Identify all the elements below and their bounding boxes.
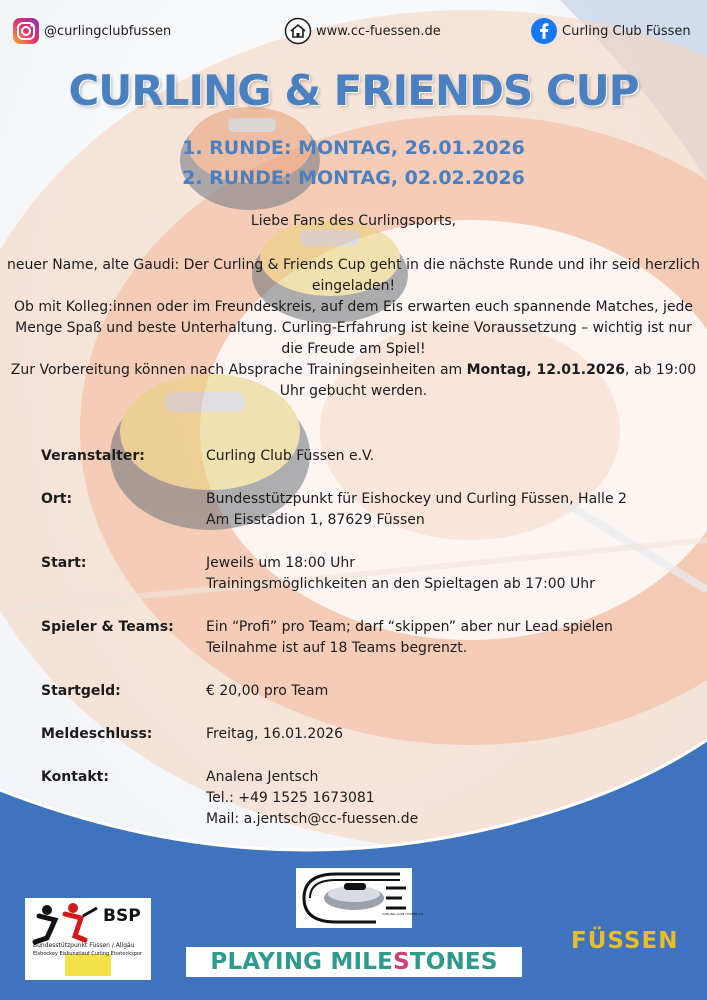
facebook-page[interactable] — [530, 16, 691, 46]
website-label: www.cc-fuessen.de — [316, 23, 441, 39]
instagram-label: @curlingclubfussen — [44, 23, 172, 39]
facebook-label: Curling Club Füssen — [562, 23, 691, 39]
event-title: CURLING & FRIENDS CUP — [68, 66, 639, 115]
milestones-part-2: S — [393, 949, 410, 975]
instagram-handle[interactable] — [12, 16, 171, 46]
milestones-part-1: PLAYING MILE — [210, 949, 394, 975]
location-value — [206, 489, 627, 531]
round-2-date: 2. RUNDE: MONTAG, 02.02.2026 — [182, 167, 525, 189]
players-line-1: Ein “Profi” pro Team; darf “skippen” aber nur Lead spielen — [206, 619, 613, 635]
contact-mail[interactable]: Mail: a.jentsch@cc-fuessen.de — [206, 811, 419, 827]
intro-paragraph-3 — [6, 360, 701, 402]
start-line-2: Trainingsmöglichkeiten an den Spieltagen ab 17:00 Uhr — [206, 576, 595, 592]
bsp-sports: Eishockey Eiskunstlauf Curling Eisstockspor — [33, 951, 142, 957]
organizer-value: Curling Club Füssen e.V. — [206, 448, 375, 464]
training-date: Montag, 12.01.2026 — [466, 362, 626, 378]
fee-label: Startgeld: — [41, 683, 121, 699]
bsp-logo — [25, 898, 151, 980]
fee-value: € 20,00 pro Team — [206, 683, 329, 699]
facebook-icon — [530, 17, 558, 45]
location-line-2: Am Eisstadion 1, 87629 Füssen — [206, 512, 425, 528]
start-value — [206, 553, 595, 595]
milestones-part-3: TONES — [409, 949, 498, 975]
intro-p3-end: , ab 19:00 Uhr gebucht werden. — [279, 362, 697, 399]
organizer-label: Veranstalter: — [41, 448, 145, 464]
fuessen-logo: FÜSSEN — [571, 928, 679, 954]
deadline-value: Freitag, 16.01.2026 — [206, 726, 343, 742]
players-label: Spieler & Teams: — [41, 619, 174, 635]
ccf-logo — [296, 868, 424, 928]
start-label: Start: — [41, 555, 87, 571]
location-label: Ort: — [41, 491, 73, 507]
home-icon — [284, 17, 312, 45]
round-1-date: 1. RUNDE: MONTAG, 26.01.2026 — [182, 137, 525, 159]
curling-stone-logo-icon — [296, 868, 412, 928]
intro-paragraph-2: Ob mit Kolleg:innen oder im Freundeskreis, auf dem Eis erwarten euch spannende Matches, jede Menge Spaß und beste Unterhaltung. Curling-Erfahrung ist keine Voraussetzung – wichtig ist nur die Freude am Spiel! — [13, 299, 694, 357]
bsp-name: Bundesstützpunkt Füssen / Allgäu — [33, 942, 135, 949]
location-line-1: Bundesstützpunkt für Eishockey und Curling Füssen, Halle 2 — [206, 491, 627, 507]
website-link[interactable] — [284, 16, 441, 46]
playing-milestones-logo — [186, 947, 522, 977]
intro-p3-start: Zur Vorbereitung können nach Absprache Trainingseinheiten am — [10, 362, 467, 378]
instagram-icon — [12, 17, 40, 45]
contact-name: Analena Jentsch — [206, 769, 319, 785]
players-line-2: Teilnahme ist auf 18 Teams begrenzt. — [206, 640, 468, 656]
contact-label: Kontakt: — [41, 769, 109, 785]
players-value — [206, 617, 613, 659]
greeting: Liebe Fans des Curlingsports, — [250, 213, 457, 229]
intro-text — [6, 255, 701, 402]
contact-phone[interactable]: Tel.: +49 1525 1673081 — [206, 790, 375, 806]
start-line-1: Jeweils um 18:00 Uhr — [206, 555, 355, 571]
intro-paragraph-1: neuer Name, alte Gaudi: Der Curling & Friends Cup geht in die nächste Runde und ihr seid herzlich eingeladen! — [7, 257, 700, 294]
contact-value — [206, 767, 418, 830]
bsp-abbreviation: BSP — [103, 906, 141, 926]
deadline-label: Meldeschluss: — [41, 726, 153, 742]
ccf-club-name: CURLING CLUB FÜSSEN e.V. — [382, 912, 424, 916]
